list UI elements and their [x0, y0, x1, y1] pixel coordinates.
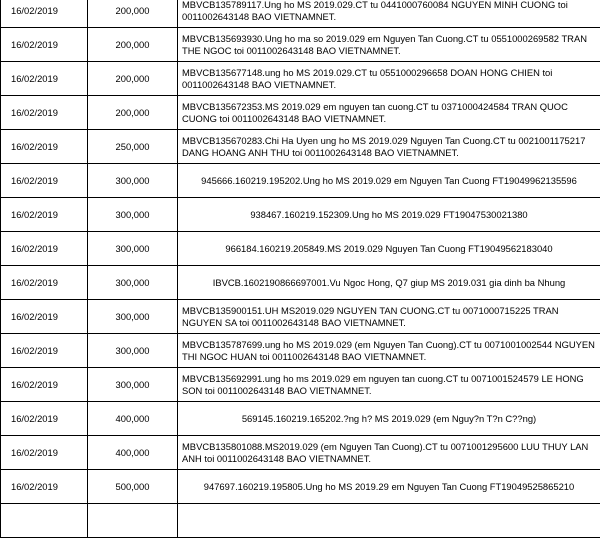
table-row	[1, 266, 600, 300]
table-row	[1, 198, 600, 232]
amount-cell: 300,000	[88, 368, 178, 402]
empty-cell	[178, 504, 600, 538]
date-cell: 16/02/2019	[1, 470, 88, 504]
donation-table-body	[1, 0, 600, 538]
amount-cell: 300,000	[88, 198, 178, 232]
table-row	[1, 368, 600, 402]
amount-cell: 250,000	[88, 130, 178, 164]
empty-cell	[1, 504, 88, 538]
amount-cell: 300,000	[88, 334, 178, 368]
description-cell: MBVCB135900151.UH MS2019.029 NGUYEN TAN CUONG.CT tu 0071000715225 TRAN NGUYEN SA toi 0011002643148 BAO VIETNAMNET.	[178, 300, 600, 334]
amount-cell: 200,000	[88, 28, 178, 62]
amount-cell: 400,000	[88, 402, 178, 436]
date-cell: 16/02/2019	[1, 266, 88, 300]
description-cell: MBVCB135692991.ung ho ms 2019.029 em nguyen tan cuong.CT tu 0071001524579 LE HONG SON toi 0011002643148 BAO VIETNAMNET.	[178, 368, 600, 402]
description-cell: 945666.160219.195202.Ung ho MS 2019.029 em Nguyen Tan Cuong FT19049962135596	[178, 164, 600, 198]
table-row	[1, 0, 600, 28]
description-cell: MBVCB135801088.MS2019.029 (em Nguyen Tan Cuong).CT tu 0071001295600 LUU THUY LAN ANH toi 0011002643148 BAO VIETNAMNET.	[178, 436, 600, 470]
table-row	[1, 62, 600, 96]
table-row	[1, 436, 600, 470]
amount-cell: 200,000	[88, 96, 178, 130]
date-cell: 16/02/2019	[1, 28, 88, 62]
date-cell: 16/02/2019	[1, 96, 88, 130]
date-cell: 16/02/2019	[1, 300, 88, 334]
description-cell: 938467.160219.152309.Ung ho MS 2019.029 FT19047530021380	[178, 198, 600, 232]
table-row	[1, 130, 600, 164]
amount-cell: 400,000	[88, 436, 178, 470]
table-row-partial	[1, 504, 600, 538]
description-cell: 947697.160219.195805.Ung ho MS 2019.29 em Nguyen Tan Cuong FT19049525865210	[178, 470, 600, 504]
description-cell: MBVCB135693930.Ung ho ma so 2019.029 em Nguyen Tan Cuong.CT tu 0551000269582 TRAN THE NGOC toi 0011002643148 BAO VIETNAMNET.	[178, 28, 600, 62]
date-cell: 16/02/2019	[1, 62, 88, 96]
date-cell: 16/02/2019	[1, 198, 88, 232]
date-cell: 16/02/2019	[1, 232, 88, 266]
date-cell: 16/02/2019	[1, 130, 88, 164]
description-cell: MBVCB135789117.Ung ho MS 2019.029.CT tu 0441000760084 NGUYEN MINH CUONG toi 0011002643148 BAO VIETNAMNET.	[178, 0, 600, 28]
amount-cell: 300,000	[88, 232, 178, 266]
description-cell: 966184.160219.205849.MS 2019.029 Nguyen Tan Cuong FT19049562183040	[178, 232, 600, 266]
amount-cell: 300,000	[88, 266, 178, 300]
date-cell: 16/02/2019	[1, 368, 88, 402]
description-cell: IBVCB.1602190866697001.Vu Ngoc Hong, Q7 giup MS 2019.031 gia dinh ba Nhung	[178, 266, 600, 300]
amount-cell: 200,000	[88, 62, 178, 96]
amount-cell: 500,000	[88, 470, 178, 504]
date-cell: 16/02/2019	[1, 334, 88, 368]
table-row	[1, 96, 600, 130]
table-row	[1, 164, 600, 198]
description-cell: MBVCB135787699.ung ho MS 2019.029 (em Nguyen Tan Cuong).CT tu 0071001002544 NGUYEN THI NGOC HUAN toi 0011002643148 BAO VIETNAMNET.	[178, 334, 600, 368]
amount-cell: 300,000	[88, 164, 178, 198]
description-cell: 569145.160219.165202.?ng h? MS 2019.029 (em Nguy?n T?n C??ng)	[178, 402, 600, 436]
description-cell: MBVCB135677148.ung ho MS 2019.029.CT tu 0551000296658 DOAN HONG CHIEN toi 0011002643148 BAO VIETNAMNET.	[178, 62, 600, 96]
amount-cell: 200,000	[88, 0, 178, 28]
table-row	[1, 28, 600, 62]
table-row	[1, 470, 600, 504]
description-cell: MBVCB135670283.Chi Ha Uyen ung ho MS 2019.029 Nguyen Tan Cuong.CT tu 0021001175217 DANG HOANG ANH THU toi 0011002643148 BAO VIETNAMNET.	[178, 130, 600, 164]
date-cell: 16/02/2019	[1, 402, 88, 436]
amount-cell: 300,000	[88, 300, 178, 334]
table-row	[1, 300, 600, 334]
table-row	[1, 334, 600, 368]
date-cell: 16/02/2019	[1, 436, 88, 470]
date-cell: 16/02/2019	[1, 164, 88, 198]
description-cell: MBVCB135672353.MS 2019.029 em nguyen tan cuong.CT tu 0371000424584 TRAN QUOC CUONG toi 0011002643148 BAO VIETNAMNET.	[178, 96, 600, 130]
table-row	[1, 232, 600, 266]
date-cell: 16/02/2019	[1, 0, 88, 28]
table-row	[1, 402, 600, 436]
empty-cell	[88, 504, 178, 538]
